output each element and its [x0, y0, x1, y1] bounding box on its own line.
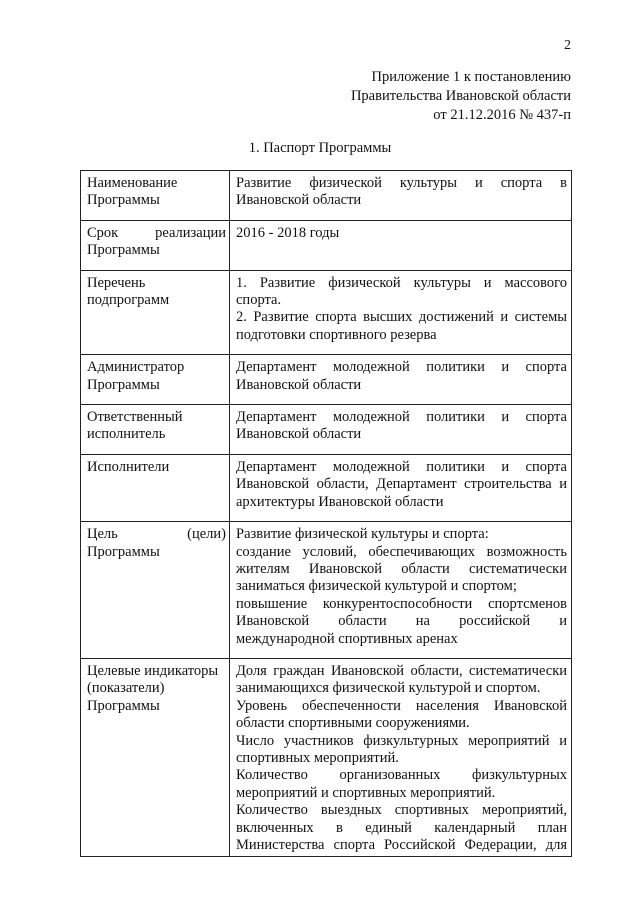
row-label-term: [81, 220, 230, 270]
row-label-executors: [81, 454, 230, 521]
table-row-name: [81, 171, 572, 221]
value-text: Ивановской области: [236, 376, 362, 393]
row-value-responsible: [230, 405, 572, 455]
table-row-subprograms: [81, 270, 572, 355]
label-word: Срок: [87, 224, 119, 241]
row-value-indicators: [230, 658, 572, 856]
row-value-administrator: [230, 355, 572, 405]
value-text: жителям Ивановской области систематически: [236, 560, 567, 577]
row-value-name: [230, 171, 572, 221]
row-label-subprograms: [81, 270, 230, 355]
label-text: Программы: [87, 543, 160, 560]
appendix-line-3: от 21.12.2016 № 437-п: [433, 107, 571, 123]
value-text: Министерства спорта Российской Федерации, для: [236, 837, 567, 853]
table-row-term: [81, 220, 572, 270]
label-text: Наименование: [87, 175, 178, 191]
table-row-responsible: [81, 405, 572, 455]
label-text: Ответственный: [87, 409, 183, 426]
label-text: Администратор: [87, 359, 185, 376]
value-text: международной спортивных аренах: [236, 630, 458, 647]
value-text: Число участников физкультурных мероприятий и: [236, 732, 567, 749]
value-text: включенных в единый календарный план: [236, 819, 567, 836]
value-text: повышение конкурентоспособности спортсменов: [236, 595, 567, 612]
page-number: 2: [564, 38, 571, 53]
value-text: Департамент молодежной политики и спорта: [236, 409, 567, 426]
label-text: (показатели): [87, 680, 165, 697]
value-text: 1. Развитие физической культуры и массового: [236, 274, 567, 291]
label-word: (цели): [187, 526, 226, 543]
table-row-indicators: [81, 658, 572, 856]
value-text: Департамент молодежной политики и спорта: [236, 359, 567, 376]
value-text: 2016 - 2018 годы: [236, 224, 340, 241]
label-text: Программы: [87, 697, 160, 714]
value-text: Ивановской области, Департамент строительства и: [236, 476, 567, 493]
label-text: исполнитель: [87, 426, 166, 443]
value-text: Ивановской области: [236, 426, 362, 443]
value-text: Уровень обеспеченности населения Ивановской: [236, 697, 567, 714]
label-text: Программы: [87, 242, 160, 259]
label-text: [87, 526, 226, 543]
value-text: Количество организованных физкультурных: [236, 767, 567, 784]
row-value-subprograms: [230, 270, 572, 355]
value-text: мероприятий и спортивных мероприятий.: [236, 784, 496, 801]
value-text: подготовки спортивного резерва: [236, 326, 437, 343]
label-text: Программы: [87, 376, 160, 393]
row-value-term: [230, 220, 572, 270]
label-text: [87, 225, 226, 242]
label-word: реализации: [155, 224, 226, 241]
row-label-responsible: [81, 405, 230, 455]
appendix-line-2: Правительства Ивановской области: [350, 88, 571, 104]
value-text: занимающихся физической культурой и спортом.: [236, 680, 541, 697]
value-text: Ивановской области на российской и: [236, 613, 567, 630]
table-row-goal: [81, 522, 572, 659]
value-text: спортивных мероприятий.: [236, 749, 399, 766]
row-label-administrator: [81, 355, 230, 405]
value-text: Ивановской области: [236, 192, 362, 209]
table-row-administrator: [81, 355, 572, 405]
value-text: 2. Развитие спорта высших достижений и системы: [236, 309, 567, 326]
row-label-goal: [81, 522, 230, 659]
value-text: Количество выездных спортивных мероприятий,: [236, 802, 567, 819]
label-text: подпрограмм: [87, 292, 170, 309]
row-label-indicators: [81, 658, 230, 856]
row-value-goal: [230, 522, 572, 659]
value-text: Развитие физической культуры и спорта:: [236, 526, 489, 543]
label-text: Программы: [87, 192, 160, 209]
value-text: Развитие физической культуры и спорта в: [236, 175, 567, 191]
section-title: 1. Паспорт Программы: [248, 140, 392, 156]
value-text: Департамент молодежной политики и спорта: [236, 458, 567, 475]
value-text: заниматься физической культурой и спортом;: [236, 578, 517, 595]
value-text: создание условий, обеспечивающих возможность: [236, 543, 567, 560]
row-label-name: [81, 171, 230, 221]
table-row-executors: [81, 454, 572, 521]
value-text: архитектуры Ивановской области: [236, 493, 444, 510]
label-text: Целевые индикаторы: [87, 662, 219, 679]
value-text: Доля граждан Ивановской области, систематически: [236, 662, 567, 679]
row-value-executors: [230, 454, 572, 521]
program-passport-table: [80, 170, 572, 857]
label-word: Цель: [87, 526, 118, 543]
appendix-line-1: Приложение 1 к постановлению: [371, 69, 571, 85]
label-text: Перечень: [87, 274, 146, 291]
appendix-header: [0, 68, 571, 125]
value-text: области спортивными сооружениями.: [236, 715, 470, 732]
value-text: спорта.: [236, 292, 282, 309]
label-text: Исполнители: [87, 458, 170, 475]
